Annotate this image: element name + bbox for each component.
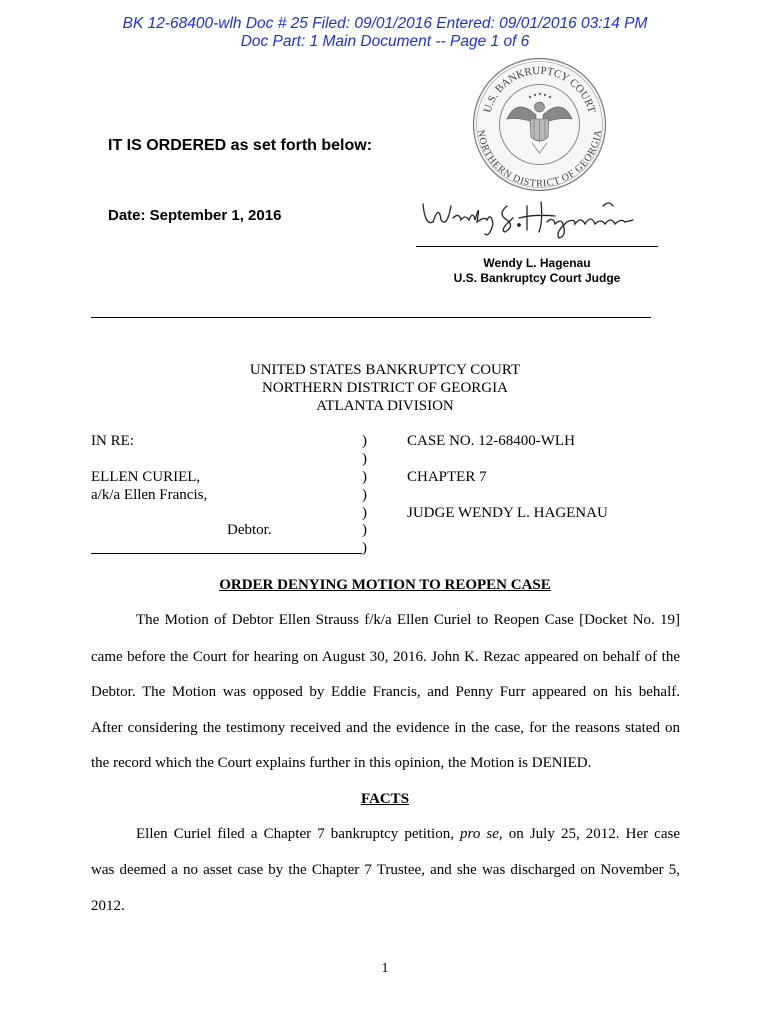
caption-judge: JUDGE WENDY L. HAGENAU: [407, 505, 608, 521]
caption-underline: [91, 553, 362, 554]
court-name: UNITED STATES BANKRUPTCY COURT: [249, 362, 521, 378]
court-seal: [472, 57, 607, 192]
seal-top-text: U.S. BANKRUPTCY COURT: [481, 64, 598, 115]
intro-paragraph-line-2: came before the Court for hearing on August 30, 2016. John K. Rezac appeared on behalf of the: [91, 649, 680, 665]
order-title: ORDER DENYING MOTION TO REOPEN CASE: [219, 577, 551, 593]
caption-paren: ): [362, 469, 367, 485]
facts-paragraph-line-2: was deemed a no asset case by the Chapter 7 Trustee, and she was discharged on November 5,: [91, 862, 680, 878]
caption-case-number: CASE NO. 12-68400-WLH: [407, 433, 575, 449]
order-date: Date: September 1, 2016: [108, 207, 282, 224]
facts-text: Ellen Curiel filed a Chapter 7 bankruptcy petition,: [136, 826, 461, 842]
judge-signature: [415, 192, 665, 244]
caption-paren: ): [362, 540, 367, 556]
caption-paren: ): [362, 451, 367, 467]
caption-paren: ): [362, 487, 367, 503]
judge-title: U.S. Bankruptcy Court Judge: [453, 271, 621, 285]
caption-paren: ): [362, 522, 367, 538]
caption-debtor-label: Debtor.: [227, 522, 272, 538]
caption-in-re: IN RE:: [91, 433, 134, 449]
court-division: ATLANTA DIVISION: [316, 398, 454, 414]
seal-bottom-text: NORTHERN DISTRICT OF GEORGIA: [474, 129, 605, 190]
docket-stamp-line-1: BK 12-68400-wlh Doc # 25 Filed: 09/01/2016 Entered: 09/01/2016 03:14 PM: [122, 15, 648, 32]
intro-paragraph-line-1: The Motion of Debtor Ellen Strauss f/k/a Ellen Curiel to Reopen Case [Docket No. 19]: [136, 612, 680, 628]
docket-stamp-line-2: Doc Part: 1 Main Document -- Page 1 of 6: [240, 33, 530, 50]
caption-chapter: CHAPTER 7: [407, 469, 487, 485]
facts-emphasis: pro se: [460, 826, 499, 842]
intro-paragraph-line-5: the record which the Court explains further in this opinion, the Motion is DENIED.: [91, 755, 592, 771]
facts-text: , on July 25, 2012. Her case: [498, 826, 680, 842]
caption-aka: a/k/a Ellen Francis,: [91, 487, 208, 503]
facts-paragraph-line-3: 2012.: [91, 898, 125, 914]
judge-name: Wendy L. Hagenau: [483, 256, 591, 270]
caption-paren: ): [362, 433, 367, 449]
facts-heading: FACTS: [360, 791, 410, 807]
order-heading: IT IS ORDERED as set forth below:: [108, 137, 373, 154]
caption-debtor-name: ELLEN CURIEL,: [91, 469, 201, 485]
page-number: 1: [381, 961, 389, 976]
court-district: NORTHERN DISTRICT OF GEORGIA: [262, 380, 508, 396]
facts-paragraph-line-1: [136, 826, 680, 843]
intro-paragraph-line-3: Debtor. The Motion was opposed by Eddie Francis, and Penny Furr appeared on his behalf.: [91, 684, 680, 700]
signature-line: [416, 246, 658, 247]
intro-paragraph-line-4: After considering the testimony received and the evidence in the case, for the reasons stated on: [91, 720, 680, 736]
section-divider: [91, 317, 651, 318]
caption-paren: ): [362, 505, 367, 521]
